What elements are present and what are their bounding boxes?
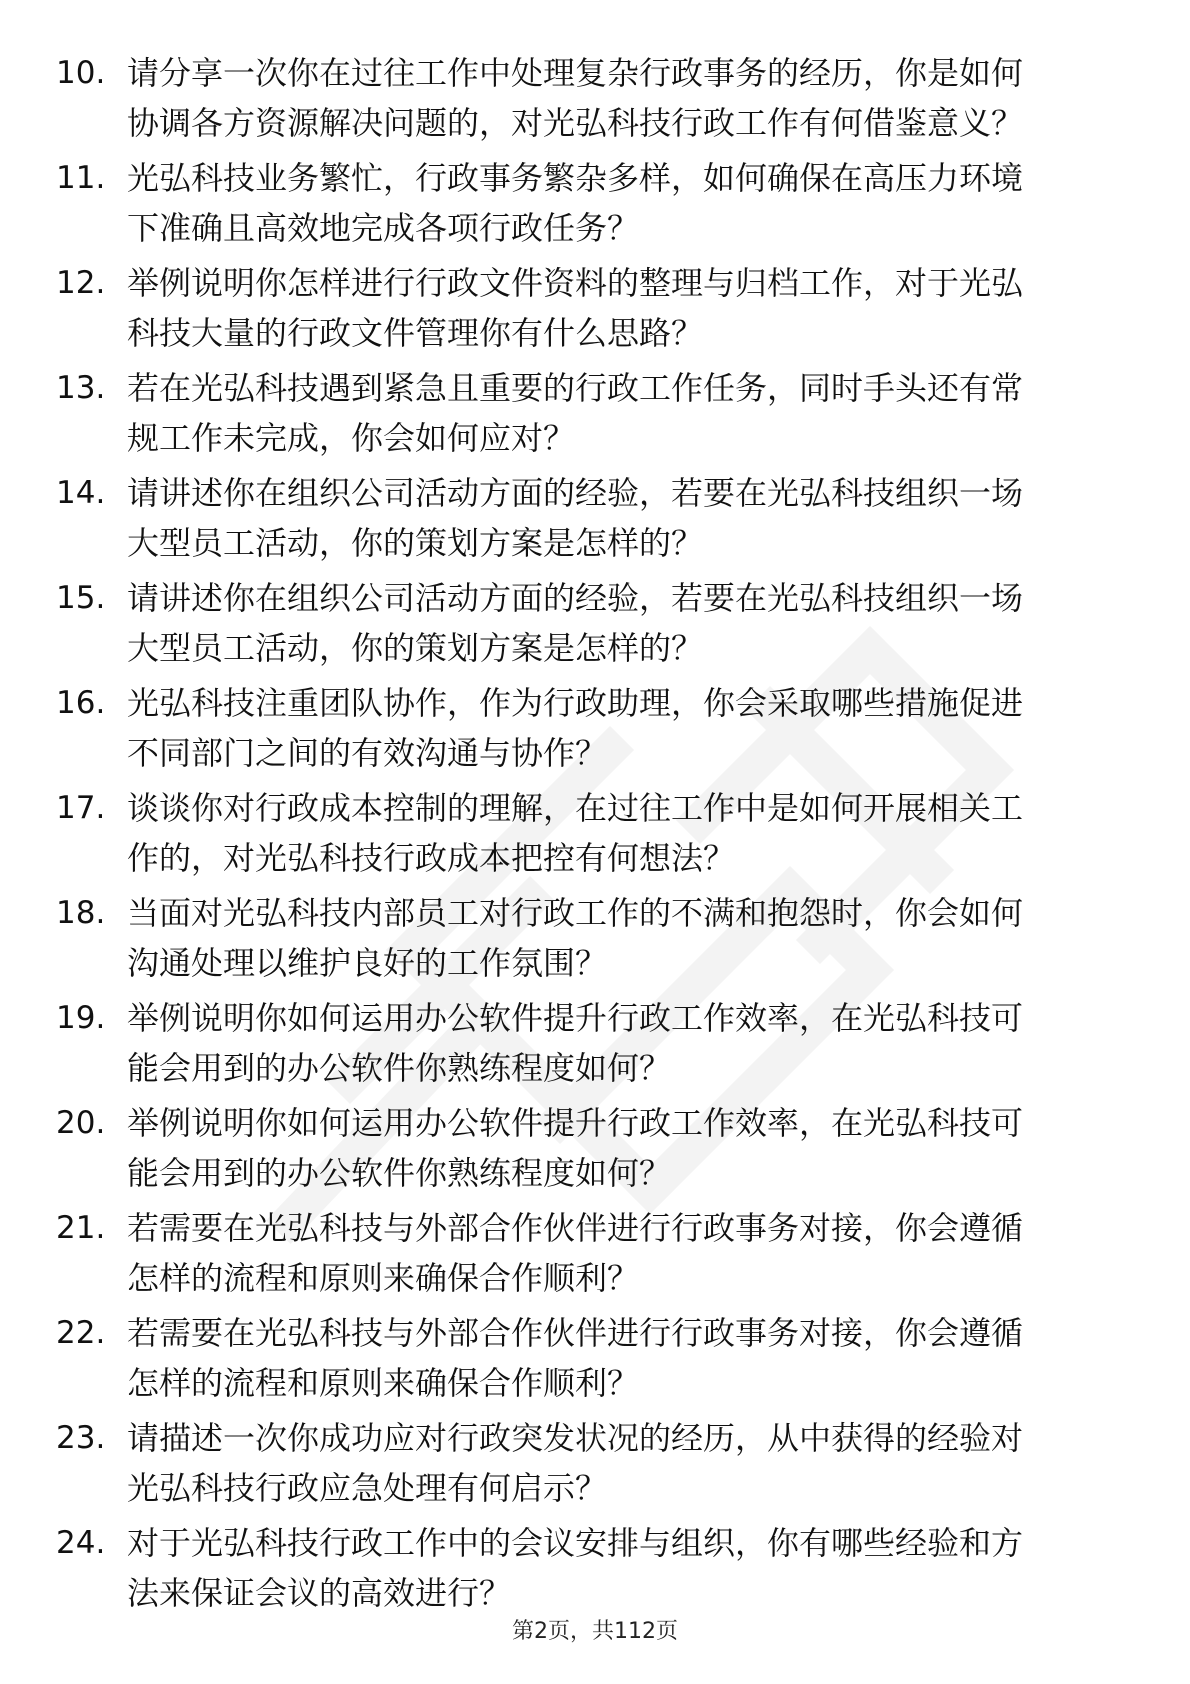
question-text: 请讲述你在组织公司活动方面的经验，若要在光弘科技组织一场 大型员工活动，你的策划方案是怎样的？ <box>127 579 1024 667</box>
question-number: 23. <box>56 1420 106 1456</box>
question-item <box>0 888 1190 993</box>
question-number: 13. <box>56 370 106 406</box>
question-text: 举例说明你如何运用办公软件提升行政工作效率，在光弘科技可 能会用到的办公软件你熟练程度如何？ <box>127 1104 1024 1192</box>
question-text: 光弘科技注重团队协作，作为行政助理，你会采取哪些措施促进 不同部门之间的有效沟通与协作？ <box>127 684 1024 772</box>
question-number: 21. <box>56 1210 106 1246</box>
question-text: 对于光弘科技行政工作中的会议安排与组织，你有哪些经验和方 法来保证会议的高效进行？ <box>127 1524 1024 1612</box>
page-footer: 第2页，共112页 <box>512 1619 678 1644</box>
question-text: 谈谈你对行政成本控制的理解，在过往工作中是如何开展相关工 作的，对光弘科技行政成本把控有何想法？ <box>127 789 1024 877</box>
question-item <box>0 573 1190 678</box>
question-number: 10. <box>56 55 106 91</box>
question-text: 若需要在光弘科技与外部合作伙伴进行行政事务对接，你会遵循 怎样的流程和原则来确保合作顺利？ <box>127 1209 1024 1297</box>
question-number: 11. <box>56 160 106 196</box>
question-number: 15. <box>56 580 106 616</box>
question-number: 17. <box>56 790 106 826</box>
question-number: 14. <box>56 475 106 511</box>
question-item <box>0 468 1190 573</box>
question-text: 若需要在光弘科技与外部合作伙伴进行行政事务对接，你会遵循 怎样的流程和原则来确保合作顺利？ <box>127 1314 1024 1402</box>
question-number: 20. <box>56 1105 106 1141</box>
question-text: 请分享一次你在过往工作中处理复杂行政事务的经历，你是如何 协调各方资源解决问题的，对光弘科技行政工作有何借鉴意义？ <box>127 54 1024 142</box>
question-text: 请讲述你在组织公司活动方面的经验，若要在光弘科技组织一场 大型员工活动，你的策划方案是怎样的？ <box>127 474 1024 562</box>
question-text: 举例说明你怎样进行行政文件资料的整理与归档工作，对于光弘 科技大量的行政文件管理你有什么思路？ <box>127 264 1024 352</box>
question-item <box>0 363 1190 468</box>
question-number: 18. <box>56 895 106 931</box>
question-item <box>0 993 1190 1098</box>
question-text: 举例说明你如何运用办公软件提升行政工作效率，在光弘科技可 能会用到的办公软件你熟练程度如何？ <box>127 999 1024 1087</box>
question-item <box>0 678 1190 783</box>
question-item <box>0 48 1190 153</box>
question-item <box>0 258 1190 363</box>
question-number: 19. <box>56 1000 106 1036</box>
question-item <box>0 1518 1190 1623</box>
question-text: 光弘科技业务繁忙，行政事务繁杂多样，如何确保在高压力环境 下准确且高效地完成各项行政任务？ <box>127 159 1024 247</box>
question-list <box>0 48 1190 1623</box>
question-number: 12. <box>56 265 106 301</box>
question-item <box>0 1308 1190 1413</box>
question-number: 16. <box>56 685 106 721</box>
question-item <box>0 1413 1190 1518</box>
question-text: 若在光弘科技遇到紧急且重要的行政工作任务，同时手头还有常 规工作未完成，你会如何应对？ <box>127 369 1024 457</box>
question-text: 请描述一次你成功应对行政突发状况的经历，从中获得的经验对 光弘科技行政应急处理有何启示？ <box>127 1419 1024 1507</box>
question-item <box>0 783 1190 888</box>
question-text: 当面对光弘科技内部员工对行政工作的不满和抱怨时，你会如何 沟通处理以维护良好的工作氛围？ <box>127 894 1024 982</box>
question-item <box>0 153 1190 258</box>
question-number: 24. <box>56 1525 106 1561</box>
question-item <box>0 1098 1190 1203</box>
question-item <box>0 1203 1190 1308</box>
question-number: 22. <box>56 1315 106 1351</box>
